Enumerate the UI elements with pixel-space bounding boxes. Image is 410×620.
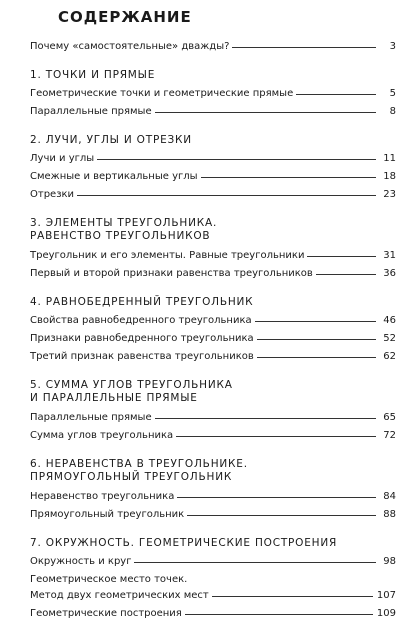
toc-page-number: 18: [383, 171, 396, 182]
toc-page-number: 23: [383, 189, 396, 200]
toc-title: СОДЕРЖАНИЕ: [58, 8, 192, 26]
toc-entry[interactable]: [30, 607, 396, 620]
toc-entry-text: Параллельные прямые: [30, 412, 152, 423]
toc-entry[interactable]: [30, 332, 396, 345]
toc-page-number: 88: [383, 509, 396, 520]
toc-leader: [134, 562, 376, 563]
toc-leader: [255, 321, 376, 322]
toc-entry[interactable]: [30, 314, 396, 327]
toc-entry[interactable]: [30, 170, 396, 183]
toc-leader: [307, 256, 376, 257]
toc-entry-text: Смежные и вертикальные углы: [30, 171, 198, 182]
toc-leader: [177, 497, 376, 498]
toc-entry[interactable]: [30, 508, 396, 521]
chapter-heading: 2. ЛУЧИ, УГЛЫ И ОТРЕЗКИ: [30, 134, 192, 146]
toc-entry-text: Почему «самостоятельные» дважды?: [30, 41, 230, 52]
toc-page-number: 98: [383, 556, 396, 567]
toc-entry-text: Треугольник и его элементы. Равные треугольники: [30, 250, 305, 261]
toc-leader: [185, 614, 373, 615]
toc-leader: [201, 177, 376, 178]
toc-entry[interactable]: [30, 429, 396, 442]
toc-leader: [155, 418, 376, 419]
toc-leader: [257, 357, 376, 358]
chapter-heading: И ПАРАЛЛЕЛЬНЫЕ ПРЯМЫЕ: [30, 392, 198, 404]
toc-entry-text: Геометрическое место точек.: [30, 574, 188, 585]
toc-leader: [316, 274, 376, 275]
toc-page-number: 3: [389, 41, 396, 52]
chapter-heading: 7. ОКРУЖНОСТЬ. ГЕОМЕТРИЧЕСКИЕ ПОСТРОЕНИЯ: [30, 537, 338, 549]
toc-page-number: 109: [376, 608, 396, 619]
toc-entry[interactable]: [30, 589, 396, 602]
toc-entry[interactable]: [30, 87, 396, 100]
toc-entry-text: Сумма углов треугольника: [30, 430, 174, 441]
toc-entry-text: Неравенство треугольника: [30, 491, 175, 502]
toc-entry-text: Окружность и круг: [30, 556, 132, 567]
toc-entry[interactable]: [30, 249, 396, 262]
toc-leader: [97, 159, 376, 160]
chapter-heading: 5. СУММА УГЛОВ ТРЕУГОЛЬНИКА: [30, 379, 233, 391]
toc-leader: [187, 515, 376, 516]
toc-entry[interactable]: [30, 105, 396, 118]
toc-page-number: 5: [389, 88, 396, 99]
toc-chapters: [30, 69, 396, 620]
chapter-heading: 4. РАВНОБЕДРЕННЫЙ ТРЕУГОЛЬНИК: [30, 296, 254, 308]
toc-entry-text: Параллельные прямые: [30, 106, 152, 117]
toc-page-number: 107: [376, 590, 396, 601]
toc-entry-text: Лучи и углы: [30, 153, 95, 164]
toc-page-number: 65: [383, 412, 396, 423]
toc-page-number: 62: [383, 351, 396, 362]
toc-entry-text: Геометрические построения: [30, 608, 182, 619]
toc-entry[interactable]: [30, 573, 396, 586]
toc-entry-text: Первый и второй признаки равенства треугольников: [30, 268, 313, 279]
toc-leader: [296, 94, 376, 95]
chapter-heading: 1. ТОЧКИ И ПРЯМЫЕ: [30, 69, 156, 81]
toc-page-number: 8: [389, 106, 396, 117]
toc-leader: [212, 596, 373, 597]
toc-page-number: 84: [383, 491, 396, 502]
toc-entry-text: Геометрические точки и геометрические прямые: [30, 88, 294, 99]
toc-page-number: 36: [383, 268, 396, 279]
toc-entry-text: Свойства равнобедренного треугольника: [30, 315, 252, 326]
chapter-heading: ПРЯМОУГОЛЬНЫЙ ТРЕУГОЛЬНИК: [30, 471, 233, 483]
toc-entry-text: Метод двух геометрических мест: [30, 590, 209, 601]
toc-entry[interactable]: [30, 152, 396, 165]
toc-leader: [155, 112, 376, 113]
toc-page-number: 31: [383, 250, 396, 261]
toc-entry-text: Признаки равнобедренного треугольника: [30, 333, 254, 344]
toc-entry[interactable]: [30, 555, 396, 568]
toc-entry[interactable]: [30, 350, 396, 363]
toc-entry-text: Отрезки: [30, 189, 75, 200]
toc-entry-text: Прямоугольный треугольник: [30, 509, 185, 520]
toc-entry[interactable]: [30, 411, 396, 424]
toc-page-number: 72: [383, 430, 396, 441]
chapter-heading: 3. ЭЛЕМЕНТЫ ТРЕУГОЛЬНИКА.: [30, 217, 218, 229]
toc-leader: [257, 339, 376, 340]
toc-leader: [176, 436, 376, 437]
toc-page-number: 52: [383, 333, 396, 344]
toc-page-number: 46: [383, 315, 396, 326]
toc-leader: [232, 47, 376, 48]
toc-entry[interactable]: [30, 267, 396, 280]
toc-entry-text: Третий признак равенства треугольников: [30, 351, 254, 362]
toc-entry[interactable]: [30, 188, 396, 201]
toc-leader: [77, 195, 376, 196]
chapter-heading: РАВЕНСТВО ТРЕУГОЛЬНИКОВ: [30, 230, 211, 242]
toc-entry-intro[interactable]: [30, 40, 396, 53]
toc-entry[interactable]: [30, 490, 396, 503]
chapter-heading: 6. НЕРАВЕНСТВА В ТРЕУГОЛЬНИКЕ.: [30, 458, 248, 470]
toc-page-number: 11: [383, 153, 396, 164]
